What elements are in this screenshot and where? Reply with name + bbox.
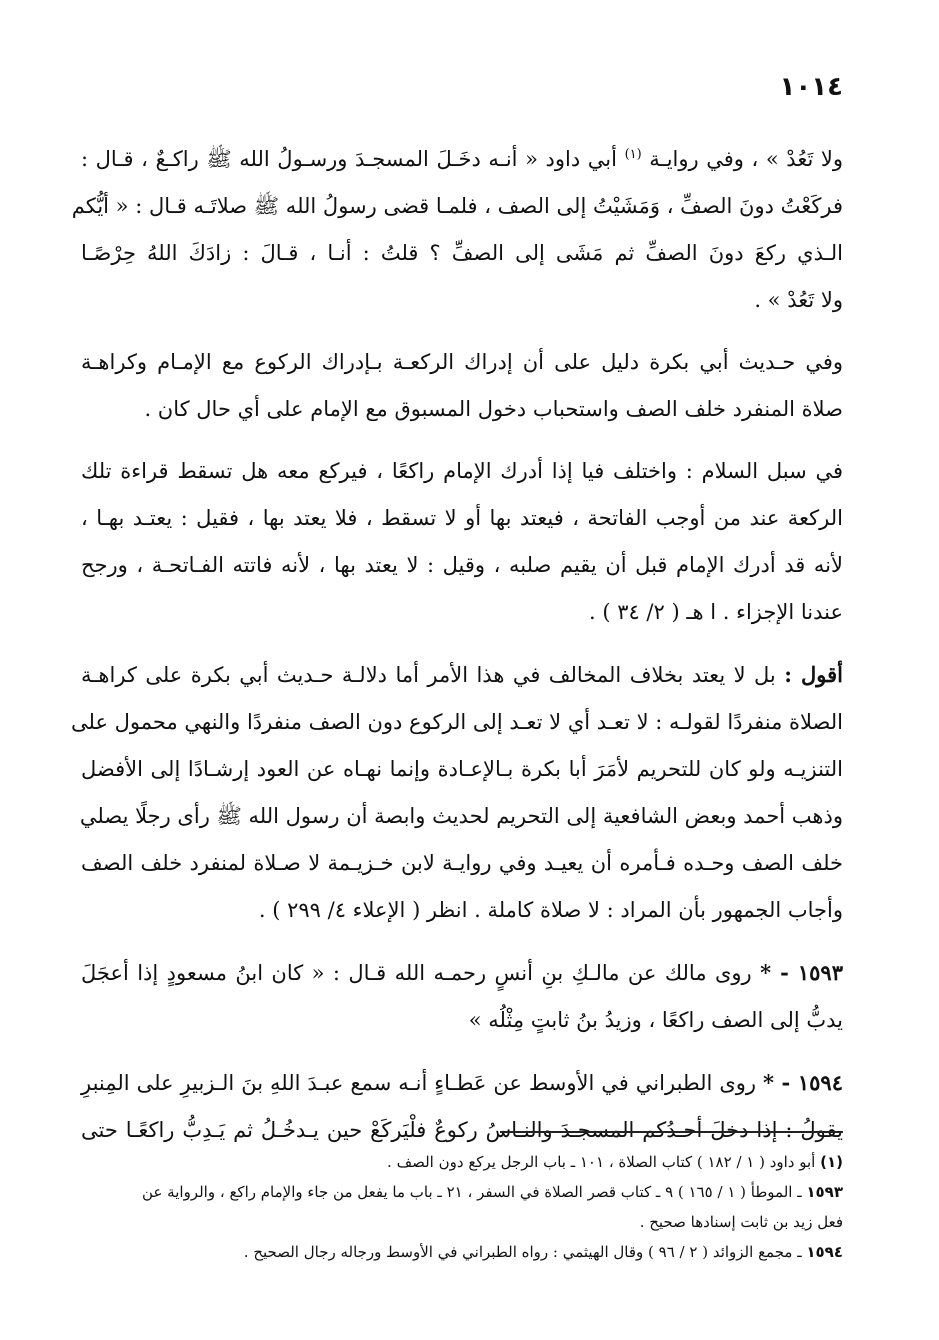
paragraph-commentary [81, 339, 843, 433]
footnote-text: ـ مجمع الزوائد ( ٢ / ٩٦ ) وقال الهيثمي : رواه الطبراني في الأوسط ورجاله رجال الصحيح . [243, 1243, 807, 1261]
text-line: ولا تَعُدْ » ، وفي روايـة $^{(١)}$ أبي داود « أنـه دخَـلَ المسجـدَ ورسـولُ الله ﷺ راكـعٌ ، قـال : [81, 147, 843, 171]
text-line: الـذي ركعَ دونَ الصفِّ ثم مَشَى إلى الصفِّ ؟ قلتُ : أنـا ، قـالَ : زادَكَ اللهُ حِرْصًـا [81, 241, 843, 265]
text-line: وذهب أحمد وبعض الشافعية إلى التحريم لحديث وابصة أن رسول الله ﷺ رأى رجلًا يصلي [79, 804, 843, 828]
paragraph-hadith-1594 [81, 1059, 843, 1154]
paragraph-lead: أقول : [784, 662, 843, 687]
text-line: الركعة عند من أوجب الفاتحة ، فيعتد بها أو لا تسقط ، فلا يعتد بها ، فقيل : يعتـد بهـا ، [81, 506, 843, 530]
text-line: عندنا الإجزاء . ا هـ ( ٢/ ٣٤ ) . [588, 600, 843, 624]
hadith-number: ١٥٩٤ - * [762, 1070, 843, 1095]
footnote-number: ١٥٩٤ [806, 1243, 843, 1261]
footnote-marker[interactable]: (١) [624, 147, 642, 162]
paragraph-aqulu [71, 651, 843, 934]
main-text [71, 136, 843, 1169]
footnote-number: (١) [820, 1153, 843, 1171]
text-line: وفي حـديث أبي بكرة دليل على أن إدراك الركعـة بـإدراك الركوع مع الإمـام وكراهـة [81, 350, 843, 374]
text-line: التنزيـه ولو كان للتحريم لأمَرَ أبا بكرة بـالإعـادة وإنما نهـاه عن العود إرشـادًا إلى الأفضل [81, 757, 843, 781]
footnote-divider [500, 1131, 843, 1133]
text-span: روى مالك عن مالـكِ بنِ أنسٍ رحمـه الله قـال : « كان ابنُ مسعودٍ إذا أعجَلَ [81, 961, 761, 985]
hadith-number: ١٥٩٣ - * [760, 960, 843, 985]
footnote-item [81, 1210, 843, 1234]
text-line: في سبل السلام : واختلف فيا إذا أدرك الإمام راكعًا ، فيركع معه هل تسقط قراءة تلك [81, 459, 843, 483]
text-line: خلف الصف وحـده فـأمره أن يعيـد وفي روايـة لابن خـزيـمة لا صـلاة لمنفرد خلف الصف [81, 851, 843, 875]
text-line: يدبُّ إلى الصف راكعًا ، وزيدُ بنُ ثابتٍ مِثْلُه » [468, 1008, 843, 1032]
footnote-item [81, 1180, 843, 1204]
text-line: الصلاة منفردًا لقولـه : لا تعـد أي لا تعـد إلى الركوع دون الصف منفردًا والنهي محمول على [71, 710, 843, 734]
text-line [81, 651, 843, 699]
text-line: صلاة المنفرد خلف الصف واستحباب دخول المسبوق مع الإمام على أي حال كان . [144, 397, 843, 421]
text-line: وأجاب الجمهور بأن المراد : لا صلاة كاملة . انظر ( الإعلاء ٤/ ٢٩٩ ) . [258, 898, 843, 922]
text-span: روى الطبراني في الأوسط عن عَطـاءٍ أنـه سمع عبـدَ اللهِ بنَ الـزبيرِ على المِنبرِ [81, 1071, 763, 1095]
footnote-number: ١٥٩٣ [806, 1183, 843, 1201]
paragraph-hadith-continuation [71, 136, 843, 324]
footnote-item [81, 1150, 843, 1174]
paragraph-hadith-1593 [81, 949, 843, 1044]
footnote-item [81, 1240, 843, 1264]
text-line: لأنه قد أدرك الإمام قبل أن يقيم صلبه ، وقيل : لا يعتد بها ، لأنه فاتته الفـاتحـة ، ورجح [81, 553, 843, 577]
paragraph-subul-assalam [81, 448, 843, 636]
text-line: ولا تَعُدْ » . [754, 288, 843, 312]
text-span: بل لا يعتد بخلاف المخالف في هذا الأمر أما دلالـة حـديث أبي بكرة على كراهـة [81, 663, 785, 687]
text-line [81, 949, 843, 997]
page-number: ١٠١٤ [779, 72, 843, 102]
footnote-text: فعل زيد بن ثابت إسنادها صحيح . [639, 1213, 843, 1231]
footnote-text: ـ الموطأ ( ١ / ١٦٥ ) ٩ ـ كتاب قصر الصلاة في السفر ، ٢١ ـ باب ما يفعل من جاء والإمام راكع ، والرواية عن [142, 1183, 807, 1201]
text-line: يقولُ : إذا دخلَ أحـدُكم المسجـدَ والنـاسُ ركوعٌ فلْيَركَعْ حين يـدخُـلُ ثم يَـدِبُّ راكعًـا حتى [81, 1118, 843, 1142]
text-line: فركَعْتُ دونَ الصفِّ ، وَمَشَيْتُ إلى الصف ، فلمـا قضى رسولُ الله ﷺ صلاتَـه قـال : « أيُّكم [71, 194, 843, 218]
text-line [81, 1059, 843, 1107]
footnote-text: أبو داود ( ١ / ١٨٢ ) كتاب الصلاة ، ١٠١ ـ باب الرجل يركع دون الصف . [387, 1153, 821, 1171]
footnotes [81, 1150, 843, 1270]
